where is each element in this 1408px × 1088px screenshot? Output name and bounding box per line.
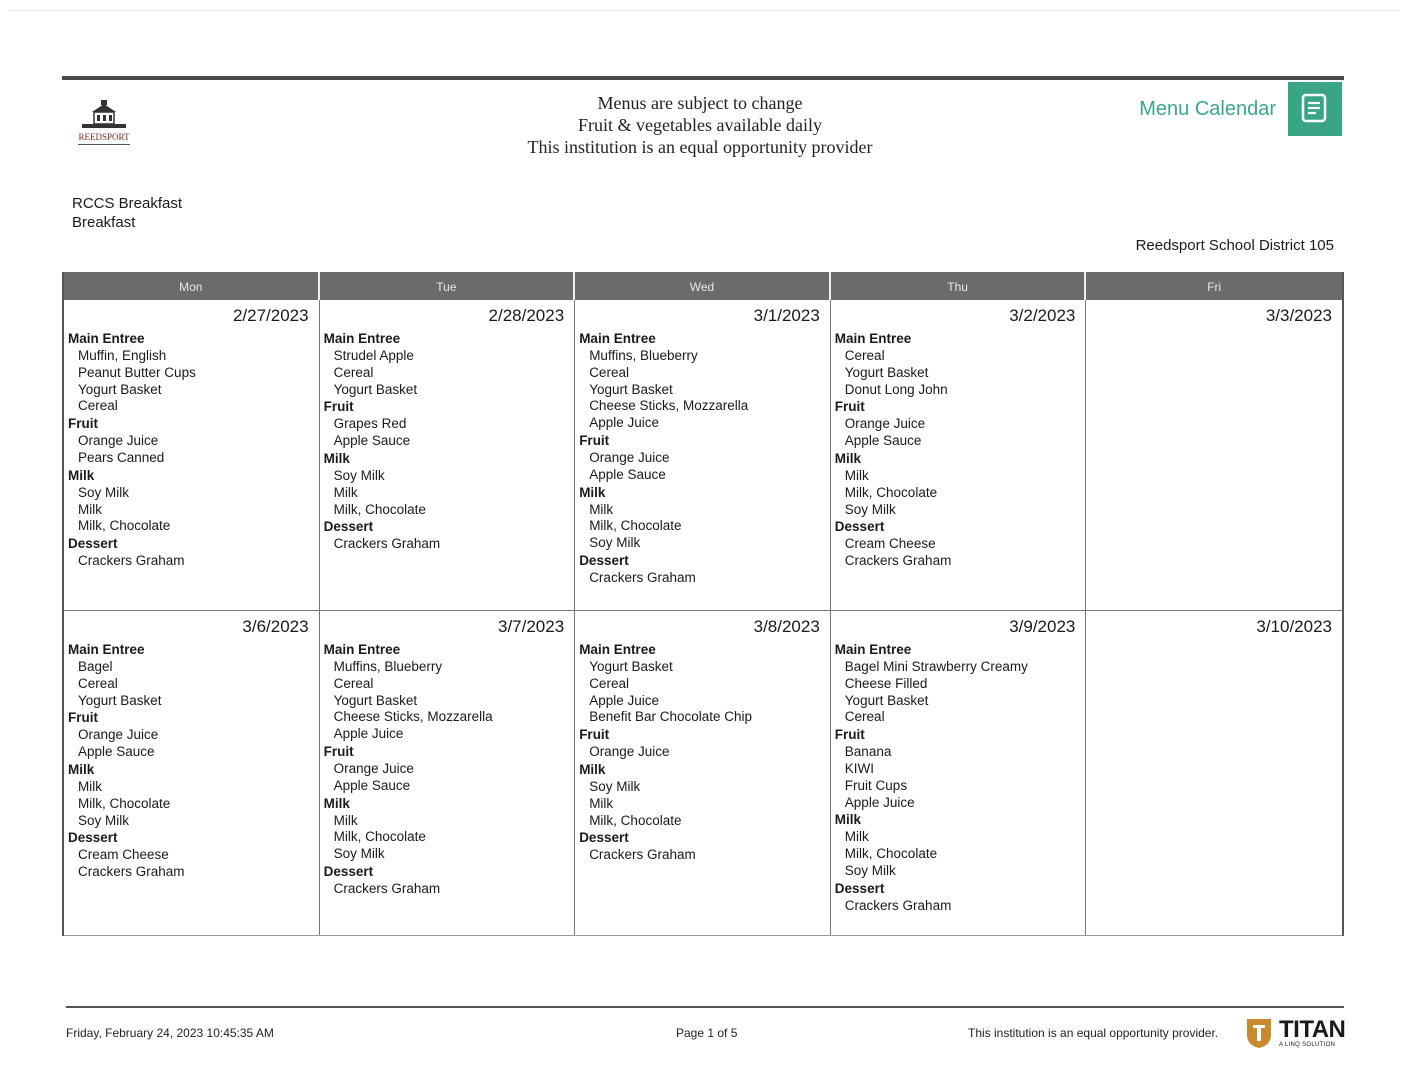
weekday-header: Mon <box>64 272 320 302</box>
menu-item: Fruit Cups <box>844 777 908 793</box>
menu-category: Milk <box>579 761 606 777</box>
menu-category: Dessert <box>323 863 374 879</box>
menu-item: Cereal <box>78 675 118 691</box>
menu-item: KIWI <box>844 760 875 776</box>
menu-category: Milk <box>68 761 95 777</box>
menu-item: Banana <box>844 744 892 760</box>
calendar-day-cell <box>1086 611 1342 935</box>
menu-item: Grapes Red <box>333 416 407 432</box>
footer-rule <box>66 1006 1344 1008</box>
menu-category: Main Entree <box>834 331 912 346</box>
menu-category: Fruit <box>834 399 865 415</box>
menu-item: Orange Juice <box>589 449 670 465</box>
calendar-day-cell <box>831 611 1087 935</box>
weekday-header: Fri <box>1207 280 1222 294</box>
menu-item: Muffins, Blueberry <box>333 659 443 674</box>
menu-category: Fruit <box>68 710 98 726</box>
day-date: 2/28/2023 <box>488 306 565 325</box>
menu-category: Main Entree <box>323 331 401 346</box>
menu-item: Milk, Chocolate <box>333 501 426 517</box>
menu-category: Dessert <box>68 830 118 846</box>
menu-category: Dessert <box>834 880 885 896</box>
menu-item: Peanut Butter Cups <box>78 364 196 380</box>
day-date: 3/10/2023 <box>1256 617 1332 636</box>
menu-item: Cheese Filled <box>844 675 928 691</box>
svg-text:REEDSPORT: REEDSPORT <box>78 132 130 142</box>
menu-item: Pears Canned <box>78 449 165 465</box>
menu-item: Milk <box>589 795 614 811</box>
menu-item: Strudel Apple <box>333 348 414 363</box>
menu-category: Fruit <box>579 432 610 448</box>
menu-item: Soy Milk <box>333 846 385 862</box>
menu-item: Soy Milk <box>78 484 130 500</box>
calendar-day-cell <box>320 300 576 610</box>
menu-item: Milk, Chocolate <box>844 484 938 500</box>
menu-category: Dessert <box>579 830 629 846</box>
titan-logo <box>1245 1017 1345 1049</box>
district-name: Reedsport School District 105 <box>1135 237 1334 254</box>
weekday-header: Tue <box>320 272 576 302</box>
calendar-day-cell <box>64 611 320 935</box>
page-edge-line <box>10 10 1398 11</box>
menu-category: Main Entree <box>579 331 656 346</box>
menu-category: Main Entree <box>68 331 145 346</box>
menu-item: Orange Juice <box>589 744 670 760</box>
menu-item: Crackers Graham <box>844 553 952 569</box>
menu-item: Crackers Graham <box>333 880 441 896</box>
menu-category: Fruit <box>323 399 354 415</box>
menu-item: Cheese Sticks, Mozzarella <box>333 709 493 725</box>
vendor-tagline: A LINQ SOLUTION <box>1279 1042 1336 1048</box>
menu-item: Orange Juice <box>333 760 414 776</box>
calendar-day-cell <box>575 300 831 610</box>
notice-line: Fruit & vegetables available daily <box>578 115 822 135</box>
titan-shield-icon <box>1245 1017 1273 1049</box>
menu-item: Soy Milk <box>333 467 385 483</box>
menu-item: Crackers Graham <box>78 864 185 880</box>
day-date: 3/8/2023 <box>753 617 820 636</box>
menu-calendar-brand <box>1139 82 1342 136</box>
menu-item: Cereal <box>844 709 885 725</box>
menu-category: Dessert <box>323 519 374 535</box>
menu-item: Apple Sauce <box>844 433 922 449</box>
menu-title: RCCS Breakfast <box>72 195 183 212</box>
menu-item: Yogurt Basket <box>333 692 418 708</box>
menu-item: Bagel Mini Strawberry Creamy <box>844 659 1028 674</box>
notice-line: Menus are subject to change <box>597 93 803 113</box>
menu-category: Main Entree <box>834 642 912 657</box>
meal-type: Breakfast <box>72 214 136 231</box>
menu-item: Cream Cheese <box>844 536 936 552</box>
menu-item: Yogurt Basket <box>333 381 418 397</box>
menu-item: Crackers Graham <box>589 847 696 863</box>
menu-item: Crackers Graham <box>78 553 185 569</box>
menu-item: Soy Milk <box>844 862 896 878</box>
weekday-header: Thu <box>831 272 1087 302</box>
weekday-header-row <box>64 272 1342 300</box>
menu-item: Muffins, Blueberry <box>589 348 698 363</box>
menu-category: Fruit <box>834 727 865 743</box>
menu-item: Yogurt Basket <box>844 692 929 708</box>
menu-item: Benefit Bar Chocolate Chip <box>589 709 753 725</box>
menu-item: Crackers Graham <box>589 569 696 585</box>
notice-line: This institution is an equal opportunity provider <box>527 137 873 157</box>
menu-item: Milk, Chocolate <box>78 518 171 534</box>
menu-item: Milk, Chocolate <box>333 829 426 845</box>
menu-item: Cereal <box>589 364 629 380</box>
menu-item: Crackers Graham <box>333 536 441 552</box>
calendar-day-cell <box>575 611 831 935</box>
menu-item: Cereal <box>844 348 885 363</box>
menu-item: Cereal <box>589 675 629 691</box>
weekday-header: Wed <box>575 272 831 302</box>
day-date: 2/27/2023 <box>232 306 309 325</box>
menu-category: Fruit <box>68 416 98 432</box>
calendar-day-cell <box>64 300 320 610</box>
menu-item: Crackers Graham <box>844 897 952 913</box>
menu-item: Milk, Chocolate <box>589 518 682 534</box>
menu-item: Milk <box>333 484 358 500</box>
day-date: 3/2/2023 <box>1009 306 1076 325</box>
menu-item: Soy Milk <box>589 778 641 794</box>
menu-name-block <box>72 194 182 232</box>
menu-item: Cereal <box>333 675 374 691</box>
day-date: 3/1/2023 <box>753 306 820 325</box>
menu-item: Milk <box>78 778 102 794</box>
schoolhouse-logo-icon <box>68 100 140 150</box>
calendar-day-cell <box>1086 300 1342 610</box>
calendar-week-row <box>64 300 1342 611</box>
day-date: 3/6/2023 <box>242 617 309 636</box>
menu-category: Fruit <box>323 743 354 759</box>
menu-item: Apple Sauce <box>589 466 666 482</box>
menu-category: Dessert <box>68 536 118 552</box>
menu-item: Orange Juice <box>78 727 159 743</box>
menu-category: Main Entree <box>579 642 656 657</box>
menu-item: Milk <box>844 467 869 483</box>
menu-category: Milk <box>323 795 350 811</box>
menu-document-icon <box>1288 82 1342 136</box>
menu-category: Milk <box>68 467 95 483</box>
menu-item: Milk, Chocolate <box>589 812 682 828</box>
menu-item: Soy Milk <box>844 501 896 517</box>
calendar-week-row <box>64 611 1342 936</box>
menu-item: Apple Sauce <box>78 744 155 760</box>
menu-calendar-grid <box>62 272 1344 936</box>
menu-item: Apple Juice <box>589 692 659 708</box>
menu-category: Milk <box>834 812 862 828</box>
menu-item: Muffin, English <box>78 348 167 363</box>
day-date: 3/7/2023 <box>498 617 565 636</box>
menu-item: Yogurt Basket <box>78 692 162 708</box>
menu-item: Apple Juice <box>333 726 404 742</box>
menu-item: Milk <box>333 812 358 828</box>
menu-item: Yogurt Basket <box>78 381 162 397</box>
footer-statement: This institution is an equal opportunity provider. <box>968 1026 1219 1040</box>
menu-item: Soy Milk <box>589 535 641 551</box>
menu-item: Yogurt Basket <box>589 659 673 674</box>
district-logo <box>68 100 140 150</box>
menu-category: Milk <box>323 450 350 466</box>
calendar-day-cell <box>831 300 1087 610</box>
menu-item: Milk <box>844 829 869 845</box>
menu-item: Yogurt Basket <box>589 381 673 397</box>
menu-item: Milk, Chocolate <box>78 795 171 811</box>
menu-item: Cream Cheese <box>78 847 169 863</box>
menu-item: Milk <box>589 501 614 517</box>
menu-item: Bagel <box>78 659 113 674</box>
menu-category: Milk <box>579 484 606 500</box>
menu-category: Milk <box>834 450 862 466</box>
menu-item: Apple Sauce <box>333 777 411 793</box>
page-number: Page 1 of 5 <box>676 1026 738 1040</box>
calendar-weeks <box>64 300 1342 936</box>
calendar-day-cell <box>320 611 576 935</box>
menu-category: Dessert <box>834 519 885 535</box>
menu-item: Cereal <box>78 398 118 414</box>
menu-category: Dessert <box>579 552 629 568</box>
menu-item: Orange Juice <box>78 433 159 449</box>
menu-item: Yogurt Basket <box>844 364 929 380</box>
menu-item: Cereal <box>333 364 374 380</box>
menu-category: Main Entree <box>323 642 401 657</box>
menu-item: Apple Juice <box>844 794 915 810</box>
menu-category: Fruit <box>579 727 610 743</box>
menu-item: Orange Juice <box>844 416 926 432</box>
menu-item: Donut Long John <box>844 381 948 397</box>
printed-timestamp: Friday, February 24, 2023 10:45:35 AM <box>66 1026 274 1040</box>
menu-category: Main Entree <box>68 642 145 657</box>
menu-notice <box>440 92 960 158</box>
menu-item: Apple Juice <box>589 415 659 431</box>
day-date: 3/9/2023 <box>1009 617 1076 636</box>
day-date: 3/3/2023 <box>1265 306 1332 325</box>
brand-title: Menu Calendar <box>1139 97 1276 120</box>
menu-item: Milk, Chocolate <box>844 846 938 862</box>
menu-item: Apple Sauce <box>333 433 411 449</box>
menu-item: Soy Milk <box>78 812 130 828</box>
menu-item: Cheese Sticks, Mozzarella <box>589 398 749 414</box>
header-rule <box>62 76 1344 80</box>
vendor-name: TITAN <box>1279 1016 1346 1043</box>
menu-item: Milk <box>78 501 102 517</box>
